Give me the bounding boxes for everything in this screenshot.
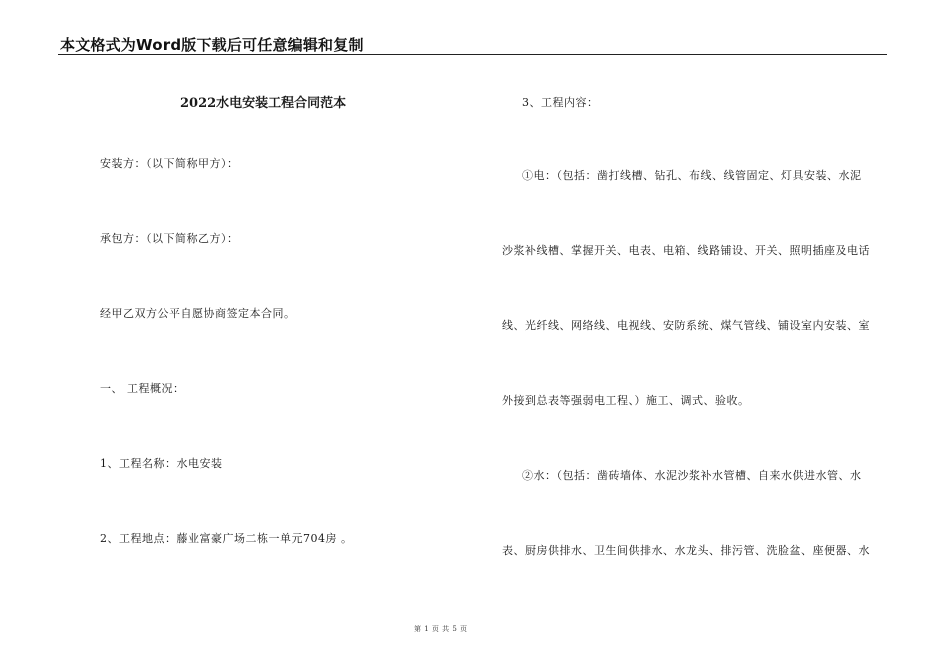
paragraph-plumbing-line-2: 表、厨房供排水、卫生间供排水、水龙头、排污管、洗脸盆、座便器、水: [502, 544, 870, 557]
document-title: 2022水电安装工程合同范本: [180, 96, 347, 111]
header-divider: [58, 54, 887, 55]
document-header-banner: 本文格式为Word版下载后可任意编辑和复制: [60, 36, 364, 54]
paragraph-agreement: 经甲乙双方公平自愿协商签定本合同。: [100, 307, 296, 320]
page-number-footer: 第 1 页 共 5 页: [414, 625, 468, 633]
paragraph-contractor: 承包方：（以下简称乙方）：: [100, 232, 239, 245]
paragraph-electrical-line-1: ①电：（包括：凿打线槽、钻孔、布线、线管固定、灯具安装、水泥: [522, 169, 862, 182]
paragraph-project-location: 2、工程地点：藤业富豪广场二栋一单元704房 。: [100, 532, 353, 545]
paragraph-project-name: 1、工程名称：水电安装: [100, 457, 223, 470]
section-heading-overview: 一、 工程概况：: [100, 382, 185, 395]
paragraph-electrical-line-3: 线、光纤线、网络线、电视线、安防系统、煤气管线、铺设室内安装、室: [502, 319, 870, 332]
paragraph-electrical-line-2: 沙浆补线槽、掌握开关、电表、电箱、线路铺设、开关、照明插座及电话: [502, 244, 870, 257]
paragraph-electrical-line-4: 外接到总表等强弱电工程、）施工、调式、验收。: [502, 394, 750, 407]
paragraph-project-content: 3、工程内容：: [522, 96, 599, 109]
paragraph-installer: 安装方：（以下简称甲方）：: [100, 157, 239, 170]
paragraph-plumbing-line-1: ②水：（包括：凿砖墙体、水泥沙浆补水管槽、自来水供进水管、水: [522, 469, 862, 482]
